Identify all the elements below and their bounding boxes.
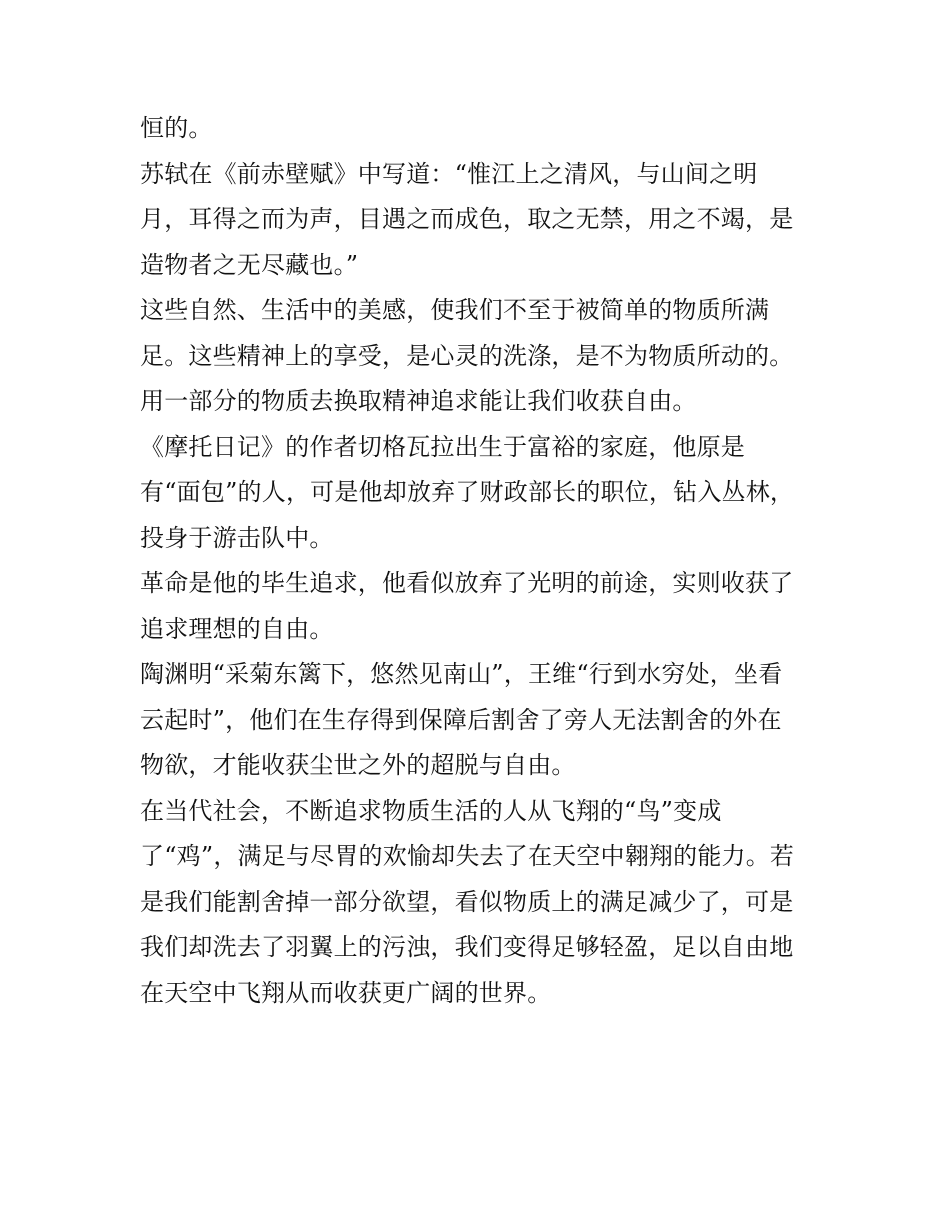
text-line: 追求理想的自由。: [140, 614, 334, 643]
text-line: 了“鸡”，满足与尽胃的欢愉却失去了在天空中翱翔的能力。若: [140, 842, 795, 870]
text-line: 云起时”，他们在生存得到保障后割舍了旁人无法割舍的外在: [140, 705, 782, 734]
text-line: 我们却洗去了羽翼上的污浊，我们变得足够轻盈，足以自由地: [140, 933, 794, 961]
text-line: 月，耳得之而为声，目遇之而成色，取之无禁，用之不竭，是: [140, 205, 794, 233]
text-line: 恒的。: [140, 114, 213, 142]
text-line: 有“面包”的人，可是他却放弃了财政部长的职位，钻入丛林，: [140, 478, 795, 506]
text-line: 革命是他的毕生追求，他看似放弃了光明的前途，实则收获了: [140, 569, 794, 597]
text-line: 用一部分的物质去换取精神追求能让我们收获自由。: [140, 387, 697, 415]
text-line: 陶渊明“采菊东篱下，悠然见南山”，王维“行到水穷处，坐看: [140, 660, 783, 688]
text-line: 这些自然、生活中的美感，使我们不至于被简单的物质所满: [140, 296, 770, 324]
text-line: 在天空中飞翔从而收获更广阔的世界。: [140, 978, 552, 1007]
text-line: 足。这些精神上的享受，是心灵的洗涤，是不为物质所动的。: [140, 341, 794, 370]
text-line: 造物者之无尽藏也。”: [140, 250, 359, 279]
text-line: 《摩托日记》的作者切格瓦拉出生于富裕的家庭，他原是: [140, 432, 745, 461]
text-line: 苏轼在《前赤壁赋》中写道：“惟江上之清风，与山间之明: [140, 159, 758, 188]
text-line: 物欲，才能收获尘世之外的超脱与自由。: [140, 751, 576, 779]
text-line: 在当代社会，不断追求物质生活的人从飞翔的“鸟”变成: [140, 796, 722, 825]
essay-text: [140, 106, 830, 1016]
text-line: 投身于游击队中。: [140, 523, 334, 552]
text-line: 是我们能割舍掉一部分欲望，看似物质上的满足减少了，可是: [140, 887, 794, 916]
